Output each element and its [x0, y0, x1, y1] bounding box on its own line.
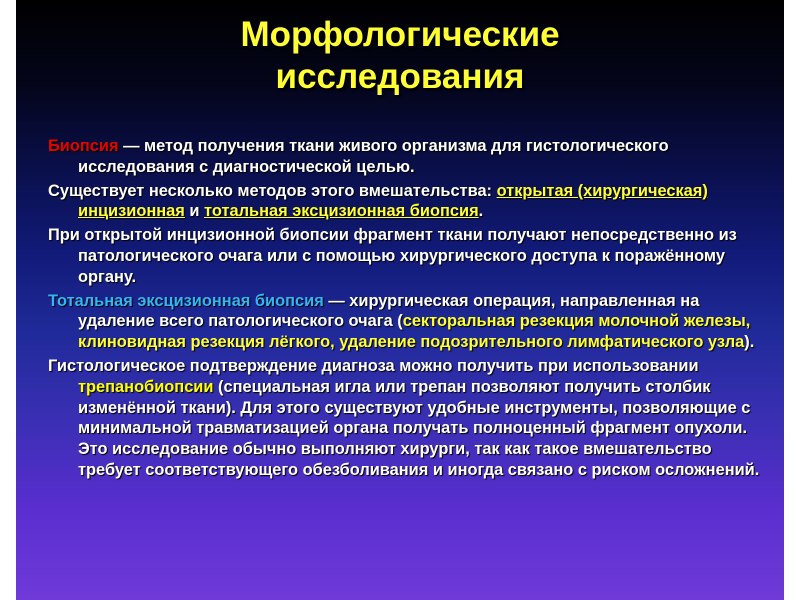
open-incisional-text: При открытой инцизионной биопсии фрагмент ткани получают непосредственно из патологического очага или с помощью хирургического доступа к поражённому органу. — [48, 226, 737, 286]
methods-text-c: . — [478, 202, 484, 221]
trepanobiopsy-text-a: Гистологическое подтверждение диагноза можно получить при использовании — [48, 356, 699, 375]
total-excisional-text-b: ). — [744, 333, 755, 352]
paragraph-biopsy-definition — [48, 136, 778, 178]
trepanobiopsy-text-b: (специальная игла или трепан позволяют получить столбик изменённой ткани). Для этого существуют удобные инструменты, позволяющие с минимальной травматизацией органа получать полноценный фрагмент опухоли. Это исследование обычно выполняют хирурги, так как такое вмешательство требует соответствующего обезболивания и иногда связано с риском осложнений. — [78, 377, 760, 479]
paragraph-total-excisional — [48, 291, 778, 353]
methods-text-a: Существует несколько методов этого вмешательства: — [48, 181, 497, 200]
methods-text-b: и — [184, 202, 205, 221]
link-total-excisional-biopsy[interactable]: тотальная эксцизионная биопсия — [204, 202, 479, 221]
term-biopsy: Биопсия — [48, 137, 119, 155]
slide-title — [16, 14, 784, 98]
biopsy-definition-text: — метод получения ткани живого организма для гистологического исследования с диагностической целью. — [78, 137, 669, 176]
presentation-slide — [16, 0, 784, 600]
paragraph-trepanobiopsy — [48, 356, 778, 481]
total-excisional-text-a: — хирургическая операция, направленная на удаление всего патологического очага ( — [78, 291, 700, 331]
total-excisional-examples: секторальная резекция молочной железы, клиновидная резекция лёгкого, удаление подозрительного лимфатического узла — [78, 312, 751, 352]
link-open-incisional-biopsy[interactable]: открытая (хирургическая) инцизионная — [78, 181, 708, 221]
term-trepanobiopsy: трепанобиопсии — [78, 377, 214, 396]
paragraph-biopsy-methods — [48, 181, 778, 223]
slide-body — [48, 136, 778, 484]
slide-title-line-2: исследования — [275, 57, 525, 96]
slide-title-line-1: Морфологические — [240, 15, 560, 54]
paragraph-open-incisional — [48, 225, 778, 287]
term-total-excisional-biopsy: Тотальная эксцизионная биопсия — [48, 291, 324, 310]
